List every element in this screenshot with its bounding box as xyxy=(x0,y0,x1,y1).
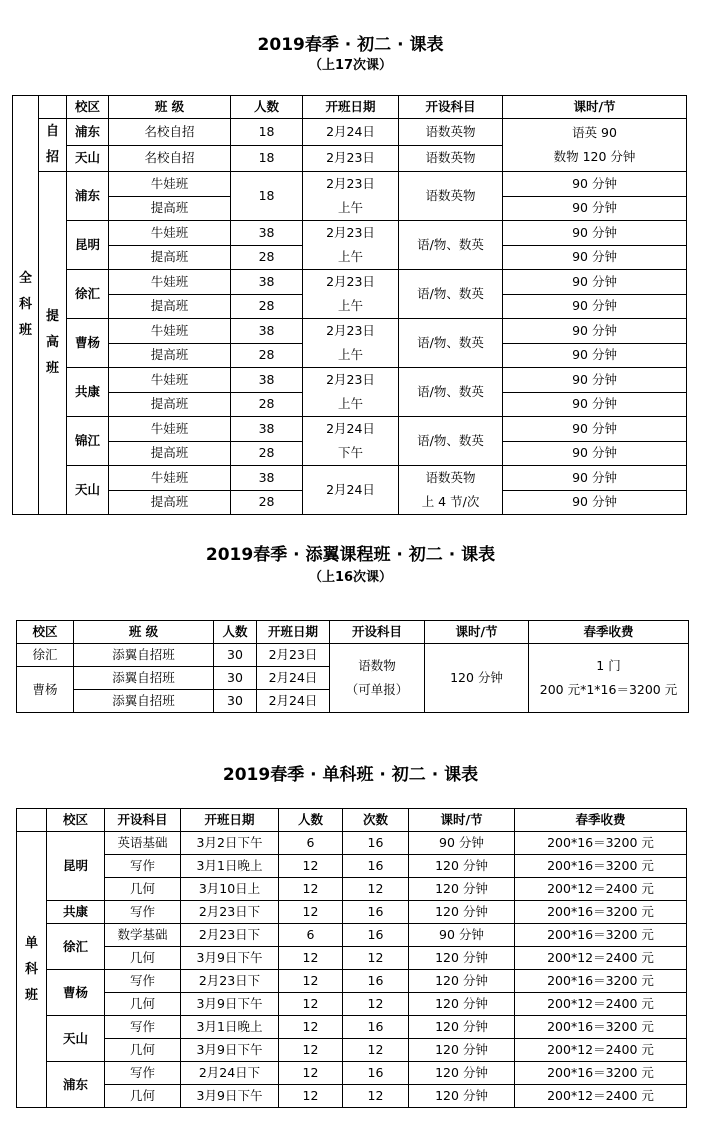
count-cell: 12 xyxy=(279,878,343,901)
count-cell: 38 xyxy=(231,417,303,442)
count-cell: 28 xyxy=(231,245,303,270)
date-cell-line: 上午 xyxy=(338,298,364,313)
column-header: 次数 xyxy=(343,809,409,832)
column-header: 人数 xyxy=(231,96,303,119)
class-cell: 牛娃班 xyxy=(109,221,231,246)
subject-cell: 语/物、数英 xyxy=(399,368,503,417)
class-cell: 提高班 xyxy=(109,343,231,368)
subject-cell: 语数英物 xyxy=(399,172,503,221)
table-row xyxy=(17,993,687,1016)
times-cell: 12 xyxy=(343,1039,409,1062)
table-row xyxy=(17,855,687,878)
class-cell: 提高班 xyxy=(109,441,231,466)
column-header: 班 级 xyxy=(74,621,214,644)
table-row xyxy=(17,621,689,644)
table-row xyxy=(13,119,687,146)
table-row xyxy=(13,417,687,442)
column-header: 开班日期 xyxy=(181,809,279,832)
table-row xyxy=(17,1016,687,1039)
table-row xyxy=(17,1062,687,1085)
class-cell: 提高班 xyxy=(109,392,231,417)
hours-cell: 90 分钟 xyxy=(503,270,687,295)
hours-cell: 120 分钟 xyxy=(409,1016,515,1039)
table-row xyxy=(17,809,687,832)
subject-cell: 写作 xyxy=(105,970,181,993)
hours-cell: 120 分钟 xyxy=(409,947,515,970)
hours-cell: 120 分钟 xyxy=(409,970,515,993)
date-cell-line: 2月23日 xyxy=(326,323,375,338)
date-cell: 2月24日 xyxy=(303,466,399,515)
column-header: 课时/节 xyxy=(425,621,529,644)
table-row xyxy=(17,644,689,667)
table-row xyxy=(13,466,687,491)
fee-cell: 200*12＝2400 元 xyxy=(515,1085,687,1108)
date-cell xyxy=(303,319,399,368)
table-row xyxy=(17,901,687,924)
class-cell: 牛娃班 xyxy=(109,319,231,344)
date-cell: 2月24日下 xyxy=(181,1062,279,1085)
date-cell xyxy=(303,417,399,466)
date-cell: 2月23日下 xyxy=(181,970,279,993)
category-tigao xyxy=(39,172,67,515)
count-cell: 6 xyxy=(279,832,343,855)
column-header: 校区 xyxy=(47,809,105,832)
fee-cell: 200*16＝3200 元 xyxy=(515,1062,687,1085)
date-cell: 3月9日下午 xyxy=(181,993,279,1016)
column-header: 课时/节 xyxy=(503,96,687,119)
hours-cell: 120 分钟 xyxy=(409,878,515,901)
table-row xyxy=(13,319,687,344)
date-cell: 3月1日晚上 xyxy=(181,1016,279,1039)
side-label-full-char: 科 xyxy=(18,297,32,312)
header-blank xyxy=(17,809,47,832)
count-cell: 38 xyxy=(231,270,303,295)
times-cell: 16 xyxy=(343,832,409,855)
count-cell: 38 xyxy=(231,466,303,491)
date-cell xyxy=(303,221,399,270)
count-cell: 6 xyxy=(279,924,343,947)
hours-cell: 90 分钟 xyxy=(409,832,515,855)
count-cell: 12 xyxy=(279,993,343,1016)
count-cell: 12 xyxy=(279,1062,343,1085)
column-header: 人数 xyxy=(214,621,257,644)
campus-cell: 徐汇 xyxy=(47,924,105,970)
date-cell-line: 上午 xyxy=(338,347,364,362)
column-header: 春季收费 xyxy=(529,621,689,644)
date-cell xyxy=(303,172,399,221)
date-cell-line: 2月24日 xyxy=(326,421,375,436)
campus-cell: 徐汇 xyxy=(67,270,109,319)
campus-cell: 共康 xyxy=(67,368,109,417)
count-cell: 18 xyxy=(231,172,303,221)
column-header: 开设科目 xyxy=(105,809,181,832)
table-row xyxy=(13,368,687,393)
hours-cell: 120 分钟 xyxy=(409,855,515,878)
table-row xyxy=(13,270,687,295)
hours-cell-line: 数物 120 分钟 xyxy=(553,149,636,164)
class-cell: 牛娃班 xyxy=(109,368,231,393)
date-cell-line: 2月23日 xyxy=(326,225,375,240)
campus-cell: 浦东 xyxy=(67,172,109,221)
hours-cell: 90 分钟 xyxy=(503,245,687,270)
count-cell: 30 xyxy=(214,644,257,667)
table-row xyxy=(17,878,687,901)
subject-cell: 数学基础 xyxy=(105,924,181,947)
campus-cell: 天山 xyxy=(67,145,109,172)
class-cell: 牛娃班 xyxy=(109,466,231,491)
class-cell: 添翼自招班 xyxy=(74,644,214,667)
subject-cell-line: 语数英物 xyxy=(425,470,476,485)
hours-cell: 90 分钟 xyxy=(503,368,687,393)
full-course-table xyxy=(12,95,687,515)
class-cell: 牛娃班 xyxy=(109,417,231,442)
column-header: 校区 xyxy=(67,96,109,119)
date-cell: 2月24日 xyxy=(257,690,330,713)
fee-cell: 200*12＝2400 元 xyxy=(515,878,687,901)
subject-cell: 语/物、数英 xyxy=(399,417,503,466)
times-cell: 12 xyxy=(343,878,409,901)
times-cell: 12 xyxy=(343,1085,409,1108)
table-row xyxy=(17,947,687,970)
side-label-single xyxy=(17,832,47,1108)
campus-cell: 浦东 xyxy=(67,119,109,146)
section1-subtitle: （上17次课） xyxy=(308,58,393,73)
date-cell-line: 2月23日 xyxy=(326,372,375,387)
column-header: 课时/节 xyxy=(409,809,515,832)
column-header: 班 级 xyxy=(109,96,231,119)
category-tigao-char: 提 xyxy=(45,309,59,324)
campus-cell: 天山 xyxy=(67,466,109,515)
campus-cell: 曹杨 xyxy=(47,970,105,1016)
side-label-single-char: 科 xyxy=(24,961,38,977)
count-cell: 30 xyxy=(214,667,257,690)
class-cell: 添翼自招班 xyxy=(74,690,214,713)
count-cell: 28 xyxy=(231,343,303,368)
date-cell: 2月23日下 xyxy=(181,924,279,947)
fee-cell: 200*16＝3200 元 xyxy=(515,924,687,947)
times-cell: 16 xyxy=(343,901,409,924)
subject-cell-line: 上 4 节/次 xyxy=(421,494,480,509)
fee-cell: 200*12＝2400 元 xyxy=(515,1039,687,1062)
subject-cell: 几何 xyxy=(105,1039,181,1062)
category-zizhao-char: 自 xyxy=(45,124,59,139)
class-cell: 提高班 xyxy=(109,490,231,515)
campus-cell: 曹杨 xyxy=(67,319,109,368)
date-cell: 3月2日下午 xyxy=(181,832,279,855)
side-label-full xyxy=(13,96,39,515)
category-tigao-char: 班 xyxy=(45,361,59,376)
date-cell: 3月1日晚上 xyxy=(181,855,279,878)
count-cell: 12 xyxy=(279,1085,343,1108)
campus-cell: 共康 xyxy=(47,901,105,924)
class-cell: 牛娃班 xyxy=(109,270,231,295)
times-cell: 16 xyxy=(343,855,409,878)
hours-cell: 90 分钟 xyxy=(503,221,687,246)
count-cell: 28 xyxy=(231,490,303,515)
campus-cell: 浦东 xyxy=(47,1062,105,1108)
count-cell: 12 xyxy=(279,970,343,993)
section1-title: 2019春季 · 初二 · 课表 xyxy=(257,35,444,55)
subject-cell: 语数英物 xyxy=(399,145,503,172)
campus-cell: 天山 xyxy=(47,1016,105,1062)
section3-title: 2019春季 · 单科班 · 初二 · 课表 xyxy=(222,765,479,785)
hours-cell: 90 分钟 xyxy=(503,466,687,491)
class-cell: 名校自招 xyxy=(109,145,231,172)
subject-cell xyxy=(399,466,503,515)
date-cell: 3月9日下午 xyxy=(181,1085,279,1108)
table-row xyxy=(17,924,687,947)
hours-cell: 120 分钟 xyxy=(409,993,515,1016)
count-cell: 28 xyxy=(231,392,303,417)
hours-cell: 90 分钟 xyxy=(503,294,687,319)
hours-cell: 90 分钟 xyxy=(503,172,687,197)
count-cell: 30 xyxy=(214,690,257,713)
class-cell: 添翼自招班 xyxy=(74,667,214,690)
fee-cell: 200*16＝3200 元 xyxy=(515,970,687,993)
fee-cell: 200*12＝2400 元 xyxy=(515,947,687,970)
fee-cell-line: 1 门 xyxy=(596,658,621,673)
date-cell: 2月23日 xyxy=(257,644,330,667)
column-header: 春季收费 xyxy=(515,809,687,832)
hours-cell xyxy=(503,119,687,172)
table-row xyxy=(17,832,687,855)
subject-cell: 几何 xyxy=(105,1085,181,1108)
header-blank xyxy=(39,96,67,119)
fee-cell: 200*16＝3200 元 xyxy=(515,832,687,855)
column-header: 校区 xyxy=(17,621,74,644)
date-cell: 2月24日 xyxy=(303,119,399,146)
count-cell: 18 xyxy=(231,145,303,172)
subject-cell: 写作 xyxy=(105,901,181,924)
date-cell: 3月9日下午 xyxy=(181,947,279,970)
subject-cell: 写作 xyxy=(105,1062,181,1085)
hours-cell: 90 分钟 xyxy=(503,490,687,515)
times-cell: 16 xyxy=(343,924,409,947)
table-row xyxy=(13,96,687,119)
hours-cell: 90 分钟 xyxy=(503,319,687,344)
hours-cell-line: 语英 90 xyxy=(572,125,617,140)
fee-cell: 200*12＝2400 元 xyxy=(515,993,687,1016)
hours-cell: 120 分钟 xyxy=(409,1085,515,1108)
wing-course-table xyxy=(16,620,689,713)
subject-cell: 几何 xyxy=(105,947,181,970)
column-header: 开设科目 xyxy=(330,621,425,644)
date-cell: 2月23日 xyxy=(303,145,399,172)
date-cell: 2月24日 xyxy=(257,667,330,690)
campus-cell: 锦江 xyxy=(67,417,109,466)
subject-cell xyxy=(330,644,425,713)
table-row xyxy=(13,172,687,197)
column-header: 开班日期 xyxy=(257,621,330,644)
times-cell: 16 xyxy=(343,1062,409,1085)
subject-cell: 语/物、数英 xyxy=(399,270,503,319)
section2-title: 2019春季 · 添翼课程班 · 初二 · 课表 xyxy=(205,545,496,565)
subject-cell: 写作 xyxy=(105,1016,181,1039)
date-cell-line: 2月23日 xyxy=(326,176,375,191)
hours-cell: 90 分钟 xyxy=(503,441,687,466)
side-label-full-char: 班 xyxy=(18,323,32,338)
table-row xyxy=(17,970,687,993)
subject-cell: 几何 xyxy=(105,878,181,901)
hours-cell: 120 分钟 xyxy=(409,1039,515,1062)
times-cell: 12 xyxy=(343,947,409,970)
hours-cell: 120 分钟 xyxy=(409,1062,515,1085)
count-cell: 12 xyxy=(279,855,343,878)
side-label-single-char: 班 xyxy=(24,987,38,1003)
section2-subtitle: （上16次课） xyxy=(308,570,393,585)
column-header: 人数 xyxy=(279,809,343,832)
count-cell: 12 xyxy=(279,947,343,970)
class-cell: 提高班 xyxy=(109,245,231,270)
category-zizhao xyxy=(39,119,67,172)
category-zizhao-char: 招 xyxy=(45,150,59,165)
date-cell xyxy=(303,270,399,319)
date-cell: 3月10日上 xyxy=(181,878,279,901)
column-header: 开班日期 xyxy=(303,96,399,119)
subject-cell: 几何 xyxy=(105,993,181,1016)
count-cell: 12 xyxy=(279,1039,343,1062)
category-tigao-char: 高 xyxy=(45,335,59,350)
subject-cell: 写作 xyxy=(105,855,181,878)
count-cell: 38 xyxy=(231,221,303,246)
hours-cell: 90 分钟 xyxy=(503,392,687,417)
side-label-full-char: 全 xyxy=(18,271,32,286)
class-cell: 提高班 xyxy=(109,196,231,221)
class-cell: 提高班 xyxy=(109,294,231,319)
date-cell-line: 上午 xyxy=(338,200,364,215)
count-cell: 12 xyxy=(279,1016,343,1039)
date-cell-line: 下午 xyxy=(338,445,364,460)
times-cell: 12 xyxy=(343,993,409,1016)
fee-cell xyxy=(529,644,689,713)
hours-cell: 90 分钟 xyxy=(503,343,687,368)
column-header: 开设科目 xyxy=(399,96,503,119)
fee-cell: 200*16＝3200 元 xyxy=(515,901,687,924)
hours-cell: 120 分钟 xyxy=(409,901,515,924)
subject-cell: 语/物、数英 xyxy=(399,319,503,368)
subject-cell: 英语基础 xyxy=(105,832,181,855)
count-cell: 28 xyxy=(231,441,303,466)
fee-cell: 200*16＝3200 元 xyxy=(515,1016,687,1039)
date-cell-line: 上午 xyxy=(338,396,364,411)
date-cell: 2月23日下 xyxy=(181,901,279,924)
fee-cell-line: 200 元*1*16＝3200 元 xyxy=(539,682,678,697)
count-cell: 38 xyxy=(231,368,303,393)
times-cell: 16 xyxy=(343,970,409,993)
subject-cell-line: （可单报） xyxy=(345,682,409,697)
class-cell: 名校自招 xyxy=(109,119,231,146)
date-cell-line: 2月23日 xyxy=(326,274,375,289)
campus-cell: 昆明 xyxy=(47,832,105,901)
fee-cell: 200*16＝3200 元 xyxy=(515,855,687,878)
table-row xyxy=(17,1085,687,1108)
campus-cell: 昆明 xyxy=(67,221,109,270)
campus-cell: 曹杨 xyxy=(17,667,74,713)
count-cell: 38 xyxy=(231,319,303,344)
times-cell: 16 xyxy=(343,1016,409,1039)
date-cell-line: 上午 xyxy=(338,249,364,264)
hours-cell: 90 分钟 xyxy=(503,196,687,221)
campus-cell: 徐汇 xyxy=(17,644,74,667)
hours-cell: 90 分钟 xyxy=(503,417,687,442)
date-cell: 3月9日下午 xyxy=(181,1039,279,1062)
table-row xyxy=(17,1039,687,1062)
count-cell: 12 xyxy=(279,901,343,924)
subject-cell: 语/物、数英 xyxy=(399,221,503,270)
subject-cell-line: 语数物 xyxy=(358,658,396,673)
count-cell: 28 xyxy=(231,294,303,319)
hours-cell: 120 分钟 xyxy=(425,644,529,713)
hours-cell: 90 分钟 xyxy=(409,924,515,947)
single-subject-table xyxy=(16,808,687,1108)
count-cell: 18 xyxy=(231,119,303,146)
side-label-single-char: 单 xyxy=(24,935,38,951)
table-row xyxy=(13,221,687,246)
date-cell xyxy=(303,368,399,417)
class-cell: 牛娃班 xyxy=(109,172,231,197)
subject-cell: 语数英物 xyxy=(399,119,503,146)
